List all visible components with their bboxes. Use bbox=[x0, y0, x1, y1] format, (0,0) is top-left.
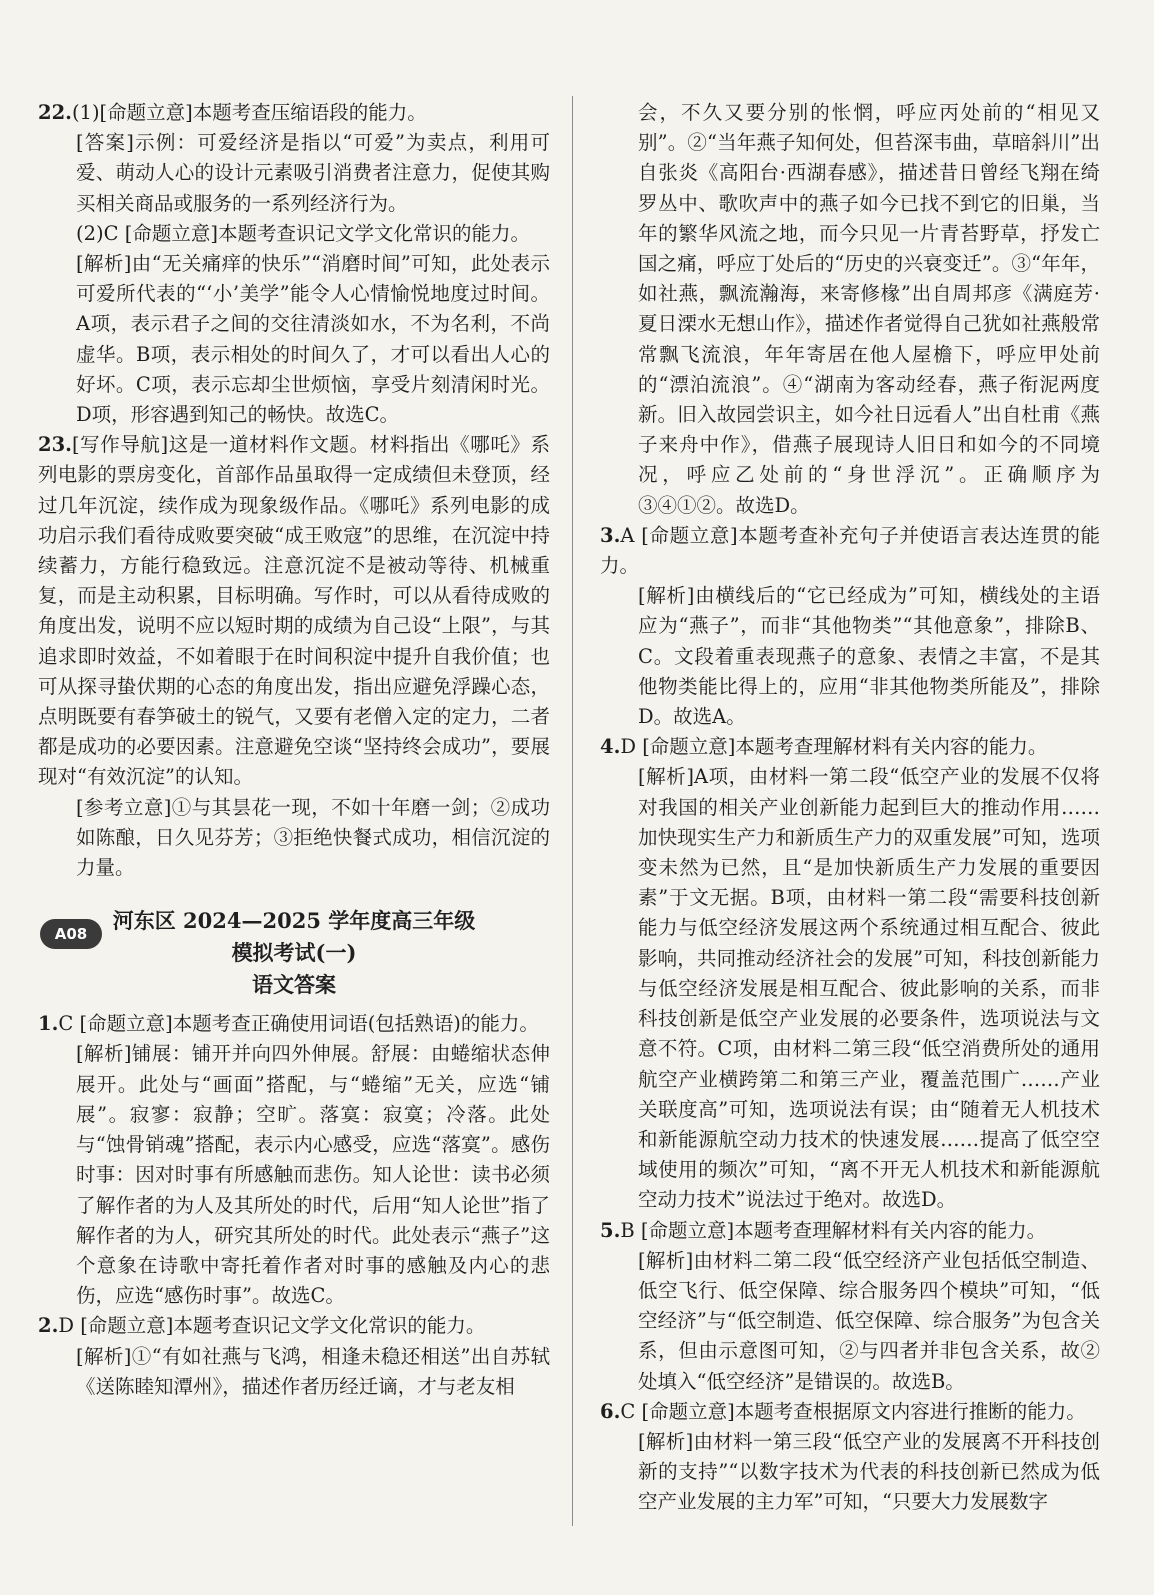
q1-intent: C [命题立意]本题考查正确使用词语(包括熟语)的能力。 bbox=[58, 1012, 539, 1036]
q4-number: 4. bbox=[600, 735, 621, 759]
q3-number: 3. bbox=[600, 523, 621, 547]
section-title-line3: 语文答案 bbox=[252, 972, 336, 998]
q1-analysis: [解析]铺展：铺开并向四外伸展。舒展：由蜷缩状态伸展开。此处与“画面”搭配，与“蜷缩”无关，应选“铺展”。寂寥：寂静；空旷。落寞：寂寞；冷落。此处与“蚀骨销魂”搭配，表示内心感受，应选“落寞”。感伤时事：因对时事有所感触而悲伤。知人论世：读书必须了解作者的为人及其所处的时代，后用“知人论世”指了解作者的为人，研究其所处的时代。此处表示“燕子”这个意象在诗歌中寄托着作者对时事的感触及内心的悲伤，应选“感伤时事”。故选C。 bbox=[76, 1042, 550, 1308]
q6-intent: C [命题立意]本题考查根据原文内容进行推断的能力。 bbox=[620, 1399, 1086, 1423]
exam-code-badge: A08 bbox=[40, 919, 102, 949]
q5-head bbox=[600, 1216, 1100, 1246]
q4-head bbox=[600, 732, 1100, 762]
q22-number: 22. bbox=[38, 101, 72, 124]
q2-number: 2. bbox=[38, 1314, 59, 1338]
q6-analysis: [解析]由材料一第三段“低空产业的发展离不开科技创新的支持”“以数字技术为代表的科技创新已然成为低空产业发展的主力军”可知，“只要大力发展数字 bbox=[638, 1429, 1100, 1514]
q3-analysis: [解析]由横线后的“它已经成为”可知，横线处的主语应为“燕子”，而非“其他物类”“其他意象”，排除B、C。文段着重表现燕子的意象、表情之丰富，不是其他物类能比得上的，应用“非其他物类所能及”，排除D。故选A。 bbox=[638, 584, 1100, 729]
q3-intent: A [命题立意]本题考查补充句子并使语言表达连贯的能力。 bbox=[600, 523, 1100, 578]
q22-part2-head: (2)C [命题立意]本题考查识记文学文化常识的能力。 bbox=[76, 221, 530, 245]
left-column bbox=[38, 98, 550, 1528]
q23-reference: [参考立意]①与其昙花一现，不如十年磨一剑；②成功如陈酿，日久见芬芳；③拒绝快餐式成功，相信沉淀的力量。 bbox=[76, 795, 550, 880]
section-title-line2: 模拟考试(一) bbox=[231, 940, 357, 966]
q22-part1-intent: (1)[命题立意]本题考查压缩语段的能力。 bbox=[71, 101, 427, 124]
right-column bbox=[600, 98, 1100, 1528]
q2-intent: D [命题立意]本题考查识记文学文化常识的能力。 bbox=[58, 1314, 486, 1338]
q6-number: 6. bbox=[600, 1399, 621, 1423]
q4-analysis: [解析]A项，由材料一第二段“低空产业的发展不仅将对我国的相关产业创新能力起到巨大的推动作用……加快现实生产力和新质生产力的双重发展”可知，选项变未然为已然，且“是加快新质生产力发展的重要因素”于文无据。B项，由材料一第二段“需要科技创新能力与低空经济发展这两个系统通过相互配合、彼此影响，共同推动经济社会的发展”可知，科技创新能力与低空经济发展是相互配合、彼此影响的关系，而非科技创新是低空产业发展的必要条件，选项说法与文意不符。C项，由材料二第三段“低空消费所处的通用航空产业横跨第二和第三产业，覆盖范围广……产业关联度高”可知，选项说法有误；由“随着无人机技术和新能源航空动力技术的快速发展……提高了低空空域使用的频次”可知，“离不开无人机技术和新能源航空动力技术”说法过于绝对。故选D。 bbox=[638, 765, 1100, 1212]
q6-head bbox=[600, 1397, 1100, 1427]
q1-head bbox=[38, 1009, 550, 1039]
q5-intent: B [命题立意]本题考查理解材料有关内容的能力。 bbox=[620, 1218, 1047, 1242]
q23-guide-text: [写作导航]这是一道材料作文题。材料指出《哪吒》系列电影的票房变化，首部作品虽取得一定成绩但未登顶，经过几年沉淀，续作成为现象级作品。《哪吒》系列电影的成功启示我们看待成败要突破“成王败寇”的思维，在沉淀中持续蓄力，方能行稳致远。注意沉淀不是被动等待、机械重复，而是主动积累，目标明确。写作时，可以从看待成败的角度出发，说明不应以短时期的成绩为自己设“上限”，与其追求即时效益，不如着眼于在时间积淀中提升自我价值；也可从探寻蛰伏期的心态的角度出发，指出应避免浮躁心态，点明既要有春笋破土的锐气，又要有老僧入定的定力，二者都是成功的必要因素。注意避免空谈“坚持终会成功”，要展现对“有效沉淀”的认知。 bbox=[38, 433, 550, 789]
q2-analysis: [解析]①“有如社燕与飞鸿，相逢未稳还相送”出自苏轼《送陈睦知潭州》，描述作者历经迁谪，才与老友相 bbox=[76, 1344, 550, 1398]
q5-analysis: [解析]由材料二第二段“低空经济产业包括低空制造、低空飞行、低空保障、综合服务四个模块”可知，“低空经济”与“低空制造、低空保障、综合服务”为包含关系，但由示意图可知，②与四者并非包含关系，故②处填入“低空经济”是错误的。故选B。 bbox=[638, 1248, 1100, 1393]
q3-head bbox=[600, 521, 1100, 581]
q23-number: 23. bbox=[38, 433, 72, 457]
column-divider bbox=[572, 96, 573, 1526]
q22-part1-answer: [答案]示例：可爱经济是指以“可爱”为卖点，利用可爱、萌动人心的设计元素吸引消费者注意力，促使其购买相关商品或服务的一系列经济行为。 bbox=[76, 131, 550, 215]
q4-intent: D [命题立意]本题考查理解材料有关内容的能力。 bbox=[620, 735, 1048, 759]
q5-number: 5. bbox=[600, 1218, 621, 1242]
q1-number: 1. bbox=[38, 1012, 59, 1036]
q22-part2-analysis: [解析]由“无关痛痒的快乐”“消磨时间”可知，此处表示可爱所代表的“‘小’美学”能令人心情愉悦地度过时间。A项，表示君子之间的交往清淡如水，不为名利，不尚虚华。B项，表示相处的时间久了，才可以看出人心的好坏。C项，表示忘却尘世烦恼，享受片刻清闲时光。D项，形容遇到知己的畅快。故选C。 bbox=[76, 252, 550, 427]
q2-head bbox=[38, 1311, 550, 1341]
q22-part1-head bbox=[38, 98, 550, 128]
q2-analysis-continued: 会，不久又要分别的怅惘，呼应丙处前的“相见又别”。②“当年燕子知何处，但苔深韦曲，草暗斜川”出自张炎《高阳台·西湖春感》，描述昔日曾经飞翔在绮罗丛中、歌吹声中的燕子如今已找不到它的旧巢，当年的繁华风流之地，而今只见一片青苔野草，抒发亡国之痛，呼应丁处后的“历史的兴衰变迁”。③“年年，如社燕，飘流瀚海，来寄修椽”出自周邦彦《满庭芳·夏日溧水无想山作》，描述作者觉得自己犹如社燕般常常飘飞流浪，年年寄居在他人屋檐下，呼应甲处前的“漂泊流浪”。④“湖南为客动经春，燕子衔泥两度新。旧入故园尝识主，如今社日远看人”出自杜甫《燕子来舟中作》，借燕子展现诗人旧日和如今的不同境况，呼应乙处前的“身世浮沉”。正确顺序为③④①②。故选D。 bbox=[638, 101, 1100, 517]
q23-guide bbox=[38, 430, 550, 792]
section-title-line1: 河东区 2024—2025 学年度高三年级 bbox=[112, 908, 476, 934]
exam-section-title bbox=[38, 905, 550, 1001]
